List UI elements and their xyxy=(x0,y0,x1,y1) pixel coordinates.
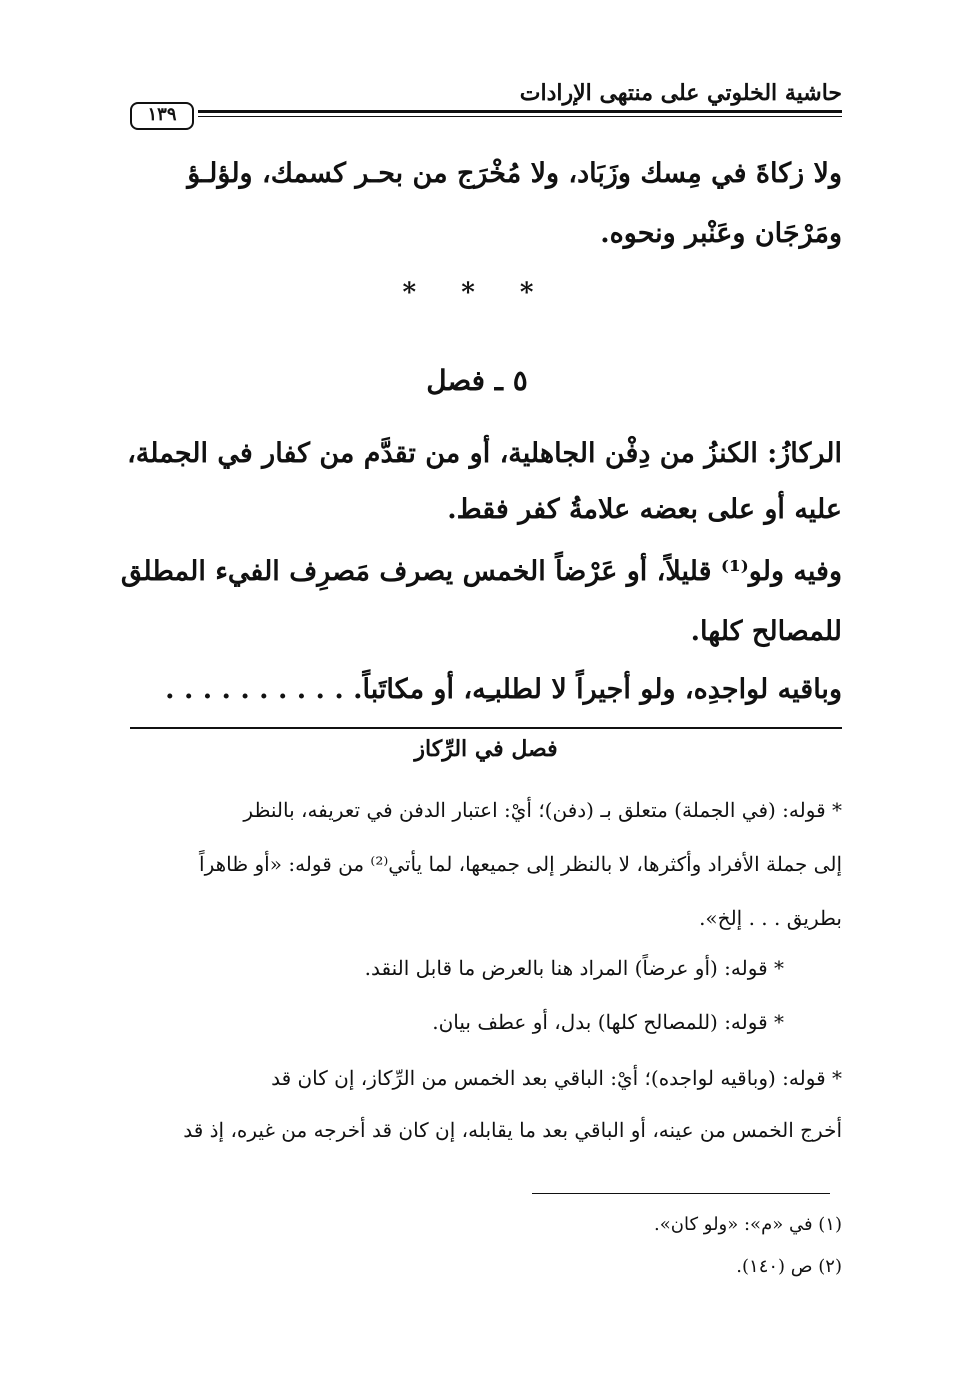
commentary-line: أخرج الخمس من عينه، أو الباقي بعد ما يقابله، إن كان قد أخرجه من غيره، إذ قد xyxy=(183,1118,842,1142)
header-rule xyxy=(198,110,842,113)
section-heading: ٥ ـ فصل xyxy=(426,364,528,397)
commentary-separator xyxy=(130,727,842,729)
page-number: ١٣٩ xyxy=(130,102,194,130)
header-rule-thin xyxy=(198,116,842,117)
section-line: الركازُ: الكنزُ من دِفْن الجاهلية، أو من تقدَّم من كفار في الجملة، xyxy=(127,438,842,469)
footnote: (١) في «م»: «ولو كان». xyxy=(654,1214,842,1235)
commentary-heading: فصل في الرِّكاز xyxy=(414,736,558,762)
section-line: عليه أو على بعضه علامةُ كفر فقط. xyxy=(447,494,842,525)
commentary-line: * قوله: (في الجملة) متعلق بـ (دفن)؛ أيْ: اعتبار الدفن في تعريفه، بالنظر xyxy=(243,798,842,822)
section-line: وباقيه لواجدِه، ولو أجيراً لا لطلبـِه، أو مكاتَباً. . . . . . . . . . . xyxy=(165,674,842,705)
main-line: ومَرْجَان وعَنْبر ونحوه. xyxy=(600,218,842,249)
main-line: ولا زكاةَ في مِسك وزَبَاد، ولا مُخْرَج من بحـر كسمك، ولؤلـؤ xyxy=(187,158,842,189)
running-title: حاشية الخلوتي على منتهى الإرادات xyxy=(519,80,842,106)
commentary-line: * قوله: (أو عرضاً) المراد هنا بالعرض ما قابل النقد. xyxy=(364,956,784,980)
footnote-rule xyxy=(532,1193,830,1194)
section-line: للمصالح كلها. xyxy=(690,616,842,647)
commentary-line: * قوله: (للمصالح كلها) بدل، أو عطف بيان. xyxy=(432,1010,784,1034)
commentary-line: * قوله: (وباقيه لواجده)؛ أيْ: الباقي بعد الخمس من الرِّكاز، إن كان قد xyxy=(271,1066,842,1090)
section-ornament: * * * xyxy=(402,278,552,308)
page-header xyxy=(130,78,842,128)
footnote: (٢) ص (١٤٠). xyxy=(736,1256,842,1277)
section-line: وفيه ولو⁽¹⁾ قليلاً، أو عَرْضاً الخمس يصرف مَصرِف الفيء المطلق xyxy=(120,556,842,587)
commentary-line: بطريق . . . إلخ». xyxy=(699,906,842,930)
commentary-line: إلى جملة الأفراد وأكثرها، لا بالنظر إلى جميعها، لما يأتي⁽²⁾ من قوله: «أو ظاهراً xyxy=(199,852,842,876)
